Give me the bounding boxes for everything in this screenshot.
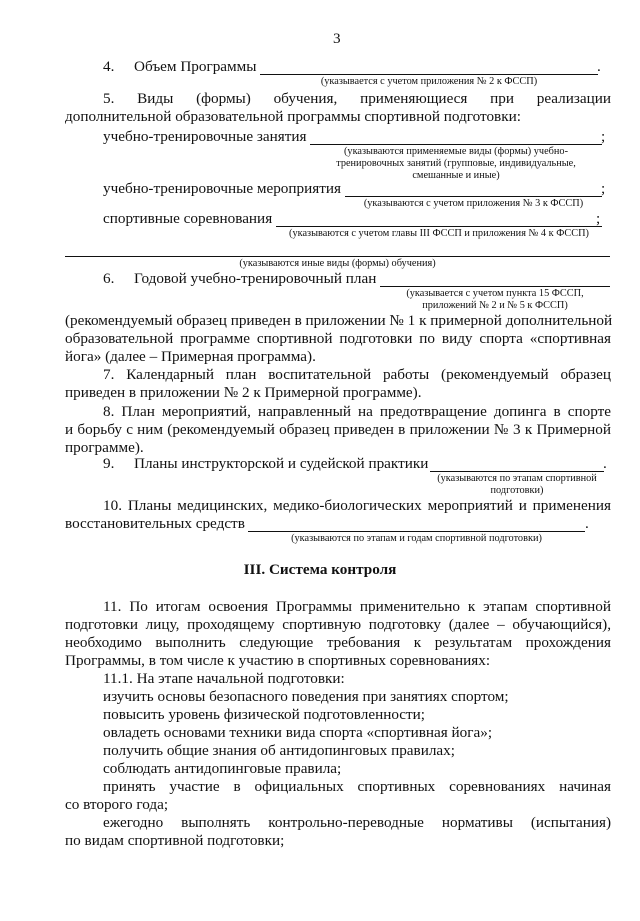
training-sessions-blank-line — [310, 144, 602, 145]
bullet-1: изучить основы безопасного поведения при занятиях спортом; — [103, 688, 509, 705]
other-forms-hint: (указываются иные виды (формы) обучения) — [239, 258, 436, 269]
item6-hint-2: приложений № 2 и № 5 к ФССП) — [422, 300, 568, 311]
item6-text: Годовой учебно-тренировочный план — [134, 270, 377, 287]
norms-line2: по видам спортивной подготовки; — [65, 832, 285, 849]
item10-hint: (указываются по этапам и годам спортивной подготовки) — [291, 533, 542, 544]
item10-line2: восстановительных средств — [65, 515, 245, 532]
competitions-blank-line — [276, 226, 602, 227]
item6-blank-line — [380, 286, 610, 287]
item6-line4: йога» (далее – Примерная программа). — [65, 348, 316, 365]
item10-line1: 10. Планы медицинских, медико-биологических мероприятий и применения — [103, 497, 611, 514]
item10-end: . — [585, 515, 589, 532]
training-events-end: ; — [601, 180, 606, 197]
item9-number: 9. — [103, 455, 115, 472]
item9-blank-line — [430, 471, 604, 472]
p11-line4: Программы, в том числе к участию в спортивных соревнованиях: — [65, 652, 491, 669]
item9-hint-1: (указываются по этапам спортивной — [437, 473, 597, 484]
competitions-end: ; — [596, 210, 601, 227]
training-sessions-hint-3: смешанные и иные) — [412, 170, 500, 181]
training-sessions-label: учебно-тренировочные занятия — [103, 128, 307, 145]
item5-line1: 5. Виды (формы) обучения, применяющиеся при реализации — [103, 90, 611, 107]
competitions-req-line2: со второго года; — [65, 796, 169, 813]
bullet-4: получить общие знания об антидопинговых правилах; — [103, 742, 455, 759]
training-events-hint: (указываются с учетом приложения № 3 к ФССП) — [363, 198, 584, 209]
item4-number: 4. — [103, 58, 115, 75]
item7-line1: 7. Календарный план воспитательной работы (рекомендуемый образец — [103, 366, 611, 383]
training-sessions-hint-1: (указываются применяемые виды (формы) учебно- — [344, 146, 568, 157]
training-sessions-end: ; — [601, 128, 606, 145]
item8-line2: и борьбу с ним (рекомендуемый образец приведен в приложении № 3 к Примерной — [65, 421, 611, 438]
item5-line2: дополнительной образовательной программы спортивной подготовки: — [65, 108, 521, 125]
bullet-3: овладеть основами техники вида спорта «спортивная йога»; — [103, 724, 493, 741]
item6-line2: (рекомендуемый образец приведен в приложении № 1 к примерной дополнительной — [65, 312, 613, 329]
competitions-label: спортивные соревнования — [103, 210, 273, 227]
item9-text: Планы инструкторской и судейской практики — [134, 455, 429, 472]
training-sessions-hint-2: тренировочных занятий (групповые, индивидуальные, — [336, 158, 576, 169]
p11-line2: подготовки лицу, проходящему спортивную подготовку (далее – обучающийся), — [65, 616, 611, 633]
training-events-blank-line — [345, 196, 602, 197]
item8-line3: программе). — [65, 439, 144, 456]
item7-line2: приведен в приложении № 2 к Примерной программе). — [65, 384, 422, 401]
section-title: III. Система контроля — [243, 561, 397, 578]
page-number: 3 — [333, 30, 341, 47]
bullet-2: повысить уровень физической подготовленности; — [103, 706, 426, 723]
p11-line1: 11. По итогам освоения Программы применительно к этапам спортивной — [103, 598, 611, 615]
competitions-hint: (указываются с учетом главы III ФССП и приложения № 4 к ФССП) — [289, 228, 589, 239]
p11-line3: необходимо выполнить следующие требования к результатам прохождения — [65, 634, 611, 651]
training-events-label: учебно-тренировочные мероприятия — [103, 180, 341, 197]
item4-blank-line — [260, 74, 598, 75]
item6-hint-1: (указывается с учетом пункта 15 ФССП, — [406, 288, 584, 299]
item4-hint: (указывается с учетом приложения № 2 к ФССП) — [320, 76, 538, 87]
competitions-req-line1: принять участие в официальных спортивных соревнованиях начиная — [103, 778, 611, 795]
item4-end: . — [597, 58, 601, 75]
norms-line1: ежегодно выполнять контрольно-переводные нормативы (испытания) — [103, 814, 611, 831]
item6-line3: образовательной программе спортивной подготовки по виду спорта «спортивная — [65, 330, 611, 347]
item8-line1: 8. План мероприятий, направленный на предотвращение допинга в спорте — [103, 403, 611, 420]
other-forms-blank-line — [65, 256, 610, 257]
item10-blank-line — [248, 531, 585, 532]
bullet-5: соблюдать антидопинговые правила; — [103, 760, 342, 777]
item9-end: . — [603, 455, 607, 472]
item4-text: Объем Программы — [134, 58, 257, 75]
item6-number: 6. — [103, 270, 115, 287]
p11-1-heading: 11.1. На этапе начальной подготовки: — [103, 670, 345, 687]
item9-hint-2: подготовки) — [490, 485, 544, 496]
